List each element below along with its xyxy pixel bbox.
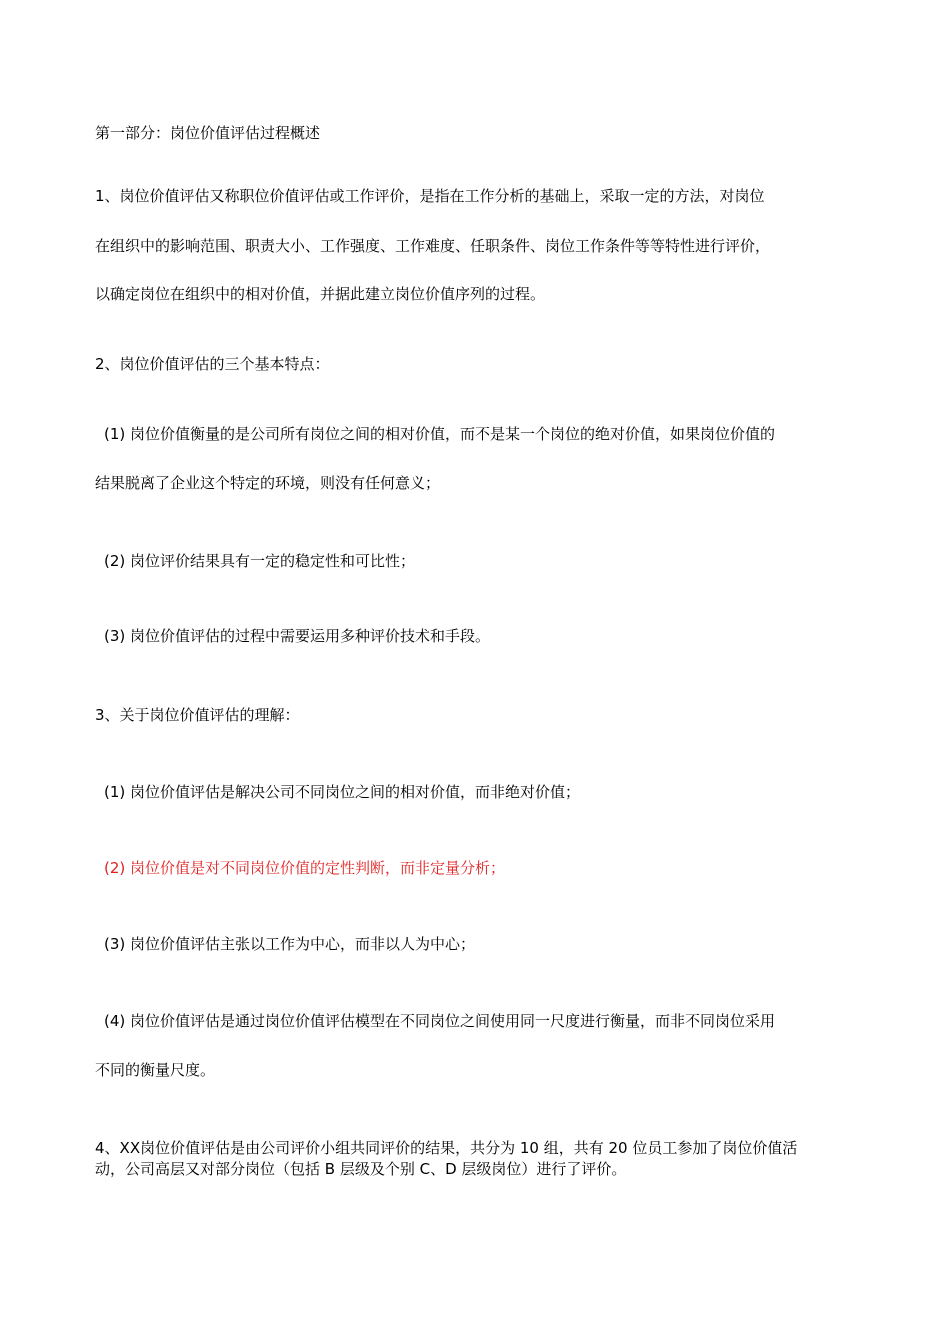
paragraph-2-item-2: (2) 岗位评价结果具有一定的稳定性和可比性；	[104, 552, 416, 570]
paragraph-2-item-1-line-2: 结果脱离了企业这个特定的环境，则没有任何意义；	[95, 474, 441, 492]
paragraph-2-item-1-line-1: (1) 岗位价值衡量的是公司所有岗位之间的相对价值，而不是某一个岗位的绝对价值，如果岗位价值的	[104, 425, 776, 443]
paragraph-4-line-2: 动，公司高层又对部分岗位（包括 B 层级及个别 C、D 层级岗位）进行了评价。	[95, 1160, 627, 1178]
paragraph-3-item-4-line-2: 不同的衡量尺度。	[95, 1061, 216, 1079]
paragraph-3-item-3: (3) 岗位价值评估主张以工作为中心，而非以人为中心；	[104, 935, 476, 953]
paragraph-1-line-1: 1、岗位价值评估又称职位价值评估或工作评价，是指在工作分析的基础上，采取一定的方法，对岗位	[95, 187, 765, 205]
paragraph-3-heading: 3、关于岗位价值评估的理解：	[95, 706, 300, 724]
paragraph-3-item-2-highlighted: (2) 岗位价值是对不同岗位价值的定性判断，而非定量分析；	[104, 859, 506, 877]
paragraph-4-line-1: 4、XX岗位价值评估是由公司评价小组共同评价的结果，共分为 10 组，共有 20 位员工参加了岗位价值活	[95, 1139, 798, 1157]
paragraph-3-item-1: (1) 岗位价值评估是解决公司不同岗位之间的相对价值，而非绝对价值；	[104, 783, 581, 801]
section-title: 第一部分：岗位价值评估过程概述	[95, 124, 321, 142]
paragraph-3-item-4-line-1: (4) 岗位价值评估是通过岗位价值评估模型在不同岗位之间使用同一尺度进行衡量，而非不同岗位采用	[104, 1012, 776, 1030]
paragraph-2-item-3: (3) 岗位价值评估的过程中需要运用多种评价技术和手段。	[104, 627, 491, 645]
paragraph-2-heading: 2、岗位价值评估的三个基本特点：	[95, 355, 330, 373]
paragraph-1-line-3: 以确定岗位在组织中的相对价值，并据此建立岗位价值序列的过程。	[95, 285, 546, 303]
paragraph-1-line-2: 在组织中的影响范围、职责大小、工作强度、工作难度、任职条件、岗位工作条件等等特性进行评价，	[95, 237, 771, 255]
